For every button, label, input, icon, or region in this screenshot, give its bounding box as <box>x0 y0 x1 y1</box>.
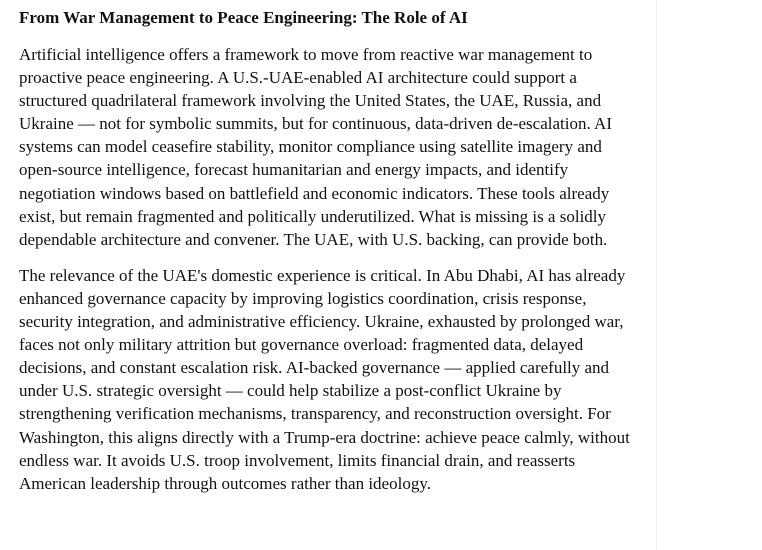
article-paragraph-1: Artificial intelligence offers a framework to move from reactive war management to proactive peace engineering. A U.S.-UAE-enabled AI architecture could support a structured quadrilateral framework involving the United States, the UAE, Russia, and Ukraine — not for symbolic summits, but for continuous, data-driven de-escalation. AI systems can model ceasefire stability, monitor compliance using satellite imagery and open-source intelligence, forecast humanitarian and energy impacts, and identify negotiation windows based on battlefield and economic indicators. These tools already exist, but remain fragmented and politically underutilized. What is missing is a solidly dependable architecture and convener. The UAE, with U.S. backing, can provide both. <box>19 45 612 249</box>
article <box>19 6 631 508</box>
article-paragraph-2: The relevance of the UAE's domestic experience is critical. In Abu Dhabi, AI has already enhanced governance capacity by improving logistics coordination, crisis response, security integration, and administrative efficiency. Ukraine, exhausted by prolonged war, faces not only military attrition but governance overload: fragmented data, delayed decisions, and constant escalation risk. AI-backed governance — applied carefully and under U.S. strategic oversight — could help stabilize a post-conflict Ukraine by strengthening verification mechanisms, transparency, and reconstruction oversight. For Washington, this aligns directly with a Trump-era doctrine: achieve peace calmly, without endless war. It avoids U.S. troop involvement, limits financial drain, and reasserts American leadership through outcomes rather than ideology. <box>19 265 630 493</box>
right-margin <box>656 0 762 550</box>
article-title: From War Management to Peace Engineering: The Role of AI <box>19 8 468 27</box>
